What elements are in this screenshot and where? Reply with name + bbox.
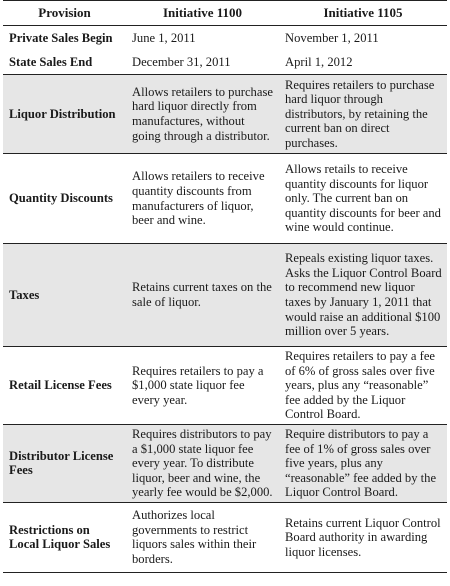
table-body	[3, 26, 447, 573]
provision-cell: Liquor Distribution	[3, 75, 126, 154]
header-initiative-1105: Initiative 1105	[323, 4, 403, 20]
provision-cell: Retail License Fees	[9, 378, 112, 393]
initiative-1105-cell: Allows retails to receive quantity discounts for liquor only. The current ban on quantity discounts for beer and wine would continue.	[285, 162, 441, 235]
initiative-1105-cell: Requires retailers to purchase hard liquor through distributors, by retaining the current ban on direct purchases.	[279, 75, 447, 154]
table-row	[3, 154, 447, 244]
initiative-1100-cell: Allows retailers to purchase hard liquor directly from manufactures, without going through a distributor.	[126, 75, 279, 154]
table-row	[3, 347, 447, 425]
initiative-1100-cell: Requires distributors to pay a $1,000 state liquor fee every year. To distribute liquor, beer and wine, the yearly fee would be $2,000.	[126, 424, 279, 502]
table-row	[3, 244, 447, 347]
header-initiative-1100: Initiative 1100	[162, 4, 243, 20]
initiative-1100-cell: Requires retailers to pay a $1,000 state liquor fee every year.	[132, 363, 264, 407]
header-provision: Provision	[38, 4, 91, 20]
provision-cell: Distributor License Fees	[3, 424, 126, 502]
initiative-1105-cell: Repeals existing liquor taxes. Asks the Liquor Control Board to recommend new liquor taxes by January 1, 2011 that would raise an additional $100 million over 5 years.	[279, 244, 447, 347]
provision-cell: State Sales End	[9, 54, 93, 69]
initiative-1100-cell: December 31, 2011	[132, 54, 231, 69]
initiative-1100-cell: Retains current taxes on the sale of liquor.	[126, 244, 279, 347]
initiative-1105-cell: Require distributors to pay a fee of 1% of gross sales over five years, plus any “reasonable” fee added by the Liquor Control Board.	[279, 424, 447, 502]
table-row	[3, 75, 447, 154]
provision-cell: Private Sales Begin	[9, 30, 113, 45]
table-row	[3, 50, 447, 75]
provision-cell: Restrictions on Local Liquor Sales	[9, 522, 111, 552]
initiative-1105-cell: April 1, 2012	[285, 54, 353, 69]
provision-cell: Taxes	[3, 244, 126, 347]
table-row	[3, 502, 447, 572]
initiative-1105-cell: Retains current Liquor Control Board authority in awarding liquor licenses.	[285, 515, 441, 559]
initiative-1105-cell: Requires retailers to pay a fee of 6% of gross sales over five years, plus any “reasonable” fee added by the Liquor Control Board.	[285, 349, 436, 422]
initiative-1100-cell: Allows retailers to receive quantity discounts from manufacturers of liquor, beer and wine.	[132, 169, 265, 228]
initiative-comparison-table	[3, 0, 447, 573]
provision-cell: Quantity Discounts	[9, 191, 113, 206]
table-header	[3, 1, 447, 26]
table-row	[3, 424, 447, 502]
initiative-1100-cell: June 1, 2011	[132, 30, 196, 45]
initiative-1105-cell: November 1, 2011	[285, 30, 379, 45]
table-row	[3, 26, 447, 51]
header-row	[3, 1, 447, 26]
initiative-1100-cell: Authorizes local governments to restrict liquors sales within their borders.	[132, 508, 257, 567]
